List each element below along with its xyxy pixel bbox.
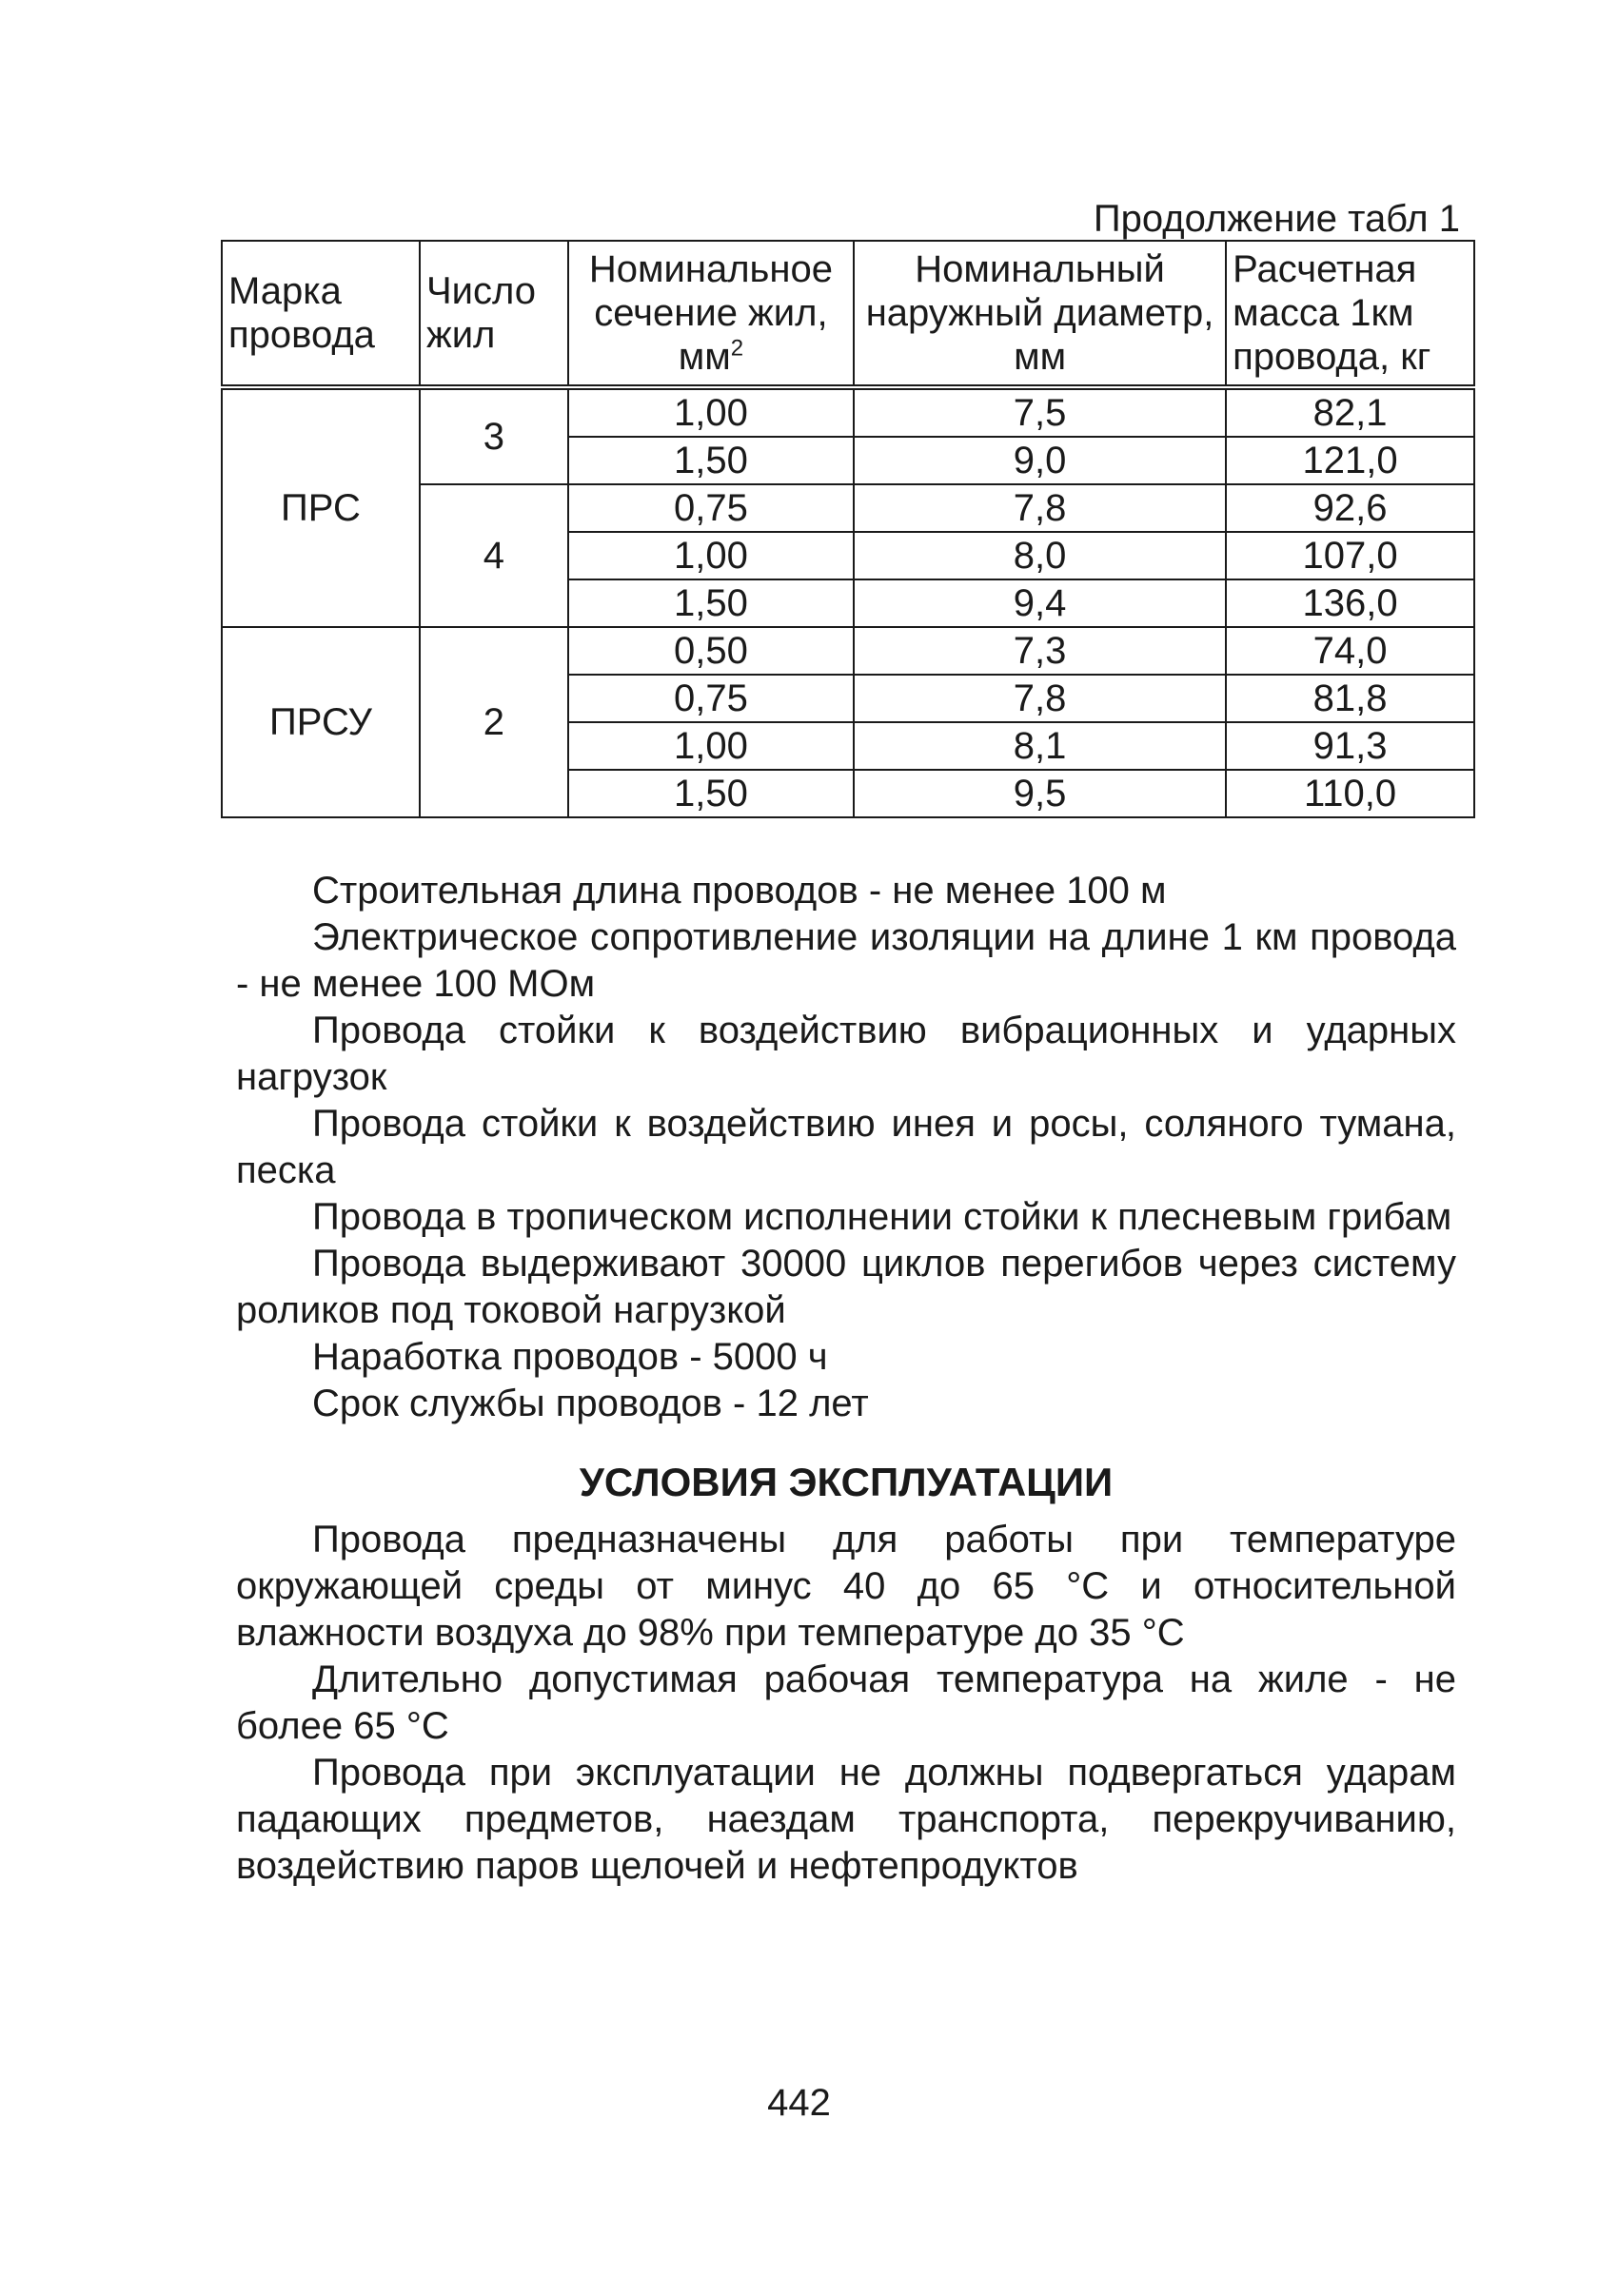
mass-cell: 92,6 [1226,484,1474,532]
brand-cell: ПРС [222,387,420,627]
header-section-superscript: 2 [730,335,744,362]
paragraph: Наработка проводов - 5000 ч [312,1336,828,1378]
paragraph: Провода стойки к воздействию инея и росы, соляного тумана, песка [236,1103,1456,1191]
header-section [568,241,854,387]
section-cell: 0,75 [568,675,854,722]
header-diameter: Номинальный наружный диаметр, мм [854,241,1226,387]
section-cell: 1,50 [568,437,854,484]
diameter-cell: 7,8 [854,675,1226,722]
diameter-cell: 8,1 [854,722,1226,770]
wire-spec-table [221,240,1475,818]
section-cell: 1,00 [568,722,854,770]
header-mass: Расчетная масса 1км провода, кг [1226,241,1474,387]
paragraph: Срок службы проводов - 12 лет [312,1383,869,1424]
table-header-row [222,241,1474,387]
paragraph: Провода выдерживают 30000 циклов перегибов через систему роликов под токовой нагрузкой [236,1243,1456,1331]
mass-cell: 74,0 [1226,627,1474,675]
paragraph: Длительно допустимая рабочая температура на жиле - не более 65 °С [236,1658,1456,1747]
section-cell: 0,75 [568,484,854,532]
cores-cell: 2 [420,627,568,817]
header-cores: Число жил [420,241,568,387]
diameter-cell: 7,8 [854,484,1226,532]
header-section-text: Номинальное сечение жил, мм [588,248,833,378]
table-row [222,387,1474,437]
mass-cell: 82,1 [1226,387,1474,437]
diameter-cell: 9,5 [854,770,1226,817]
diameter-cell: 7,3 [854,627,1226,675]
paragraph: Провода в тропическом исполнении стойки к плесневым грибам [312,1196,1452,1238]
page-number: 442 [767,2082,831,2124]
paragraph: Провода стойки к воздействию вибрационных и ударных нагрузок [236,1010,1456,1098]
diameter-cell: 7,5 [854,387,1226,437]
mass-cell: 136,0 [1226,579,1474,627]
cores-cell: 4 [420,484,568,627]
section-heading: УСЛОВИЯ ЭКСПЛУАТАЦИИ [579,1460,1114,1504]
table-row [222,627,1474,675]
mass-cell: 121,0 [1226,437,1474,484]
paragraph: Провода предназначены для работы при температуре окружающей среды от минус 40 до 65 °С и относительной влажности воздуха до 98% при температуре до 35 °С [236,1519,1456,1654]
header-brand: Марка провода [222,241,420,387]
body-text [236,868,1456,1890]
cores-cell: 3 [420,387,568,484]
section-cell: 1,50 [568,579,854,627]
brand-cell: ПРСУ [222,627,420,817]
section-cell: 1,00 [568,532,854,579]
diameter-cell: 9,0 [854,437,1226,484]
mass-cell: 110,0 [1226,770,1474,817]
section-cell: 1,00 [568,387,854,437]
section-cell: 0,50 [568,627,854,675]
mass-cell: 81,8 [1226,675,1474,722]
mass-cell: 107,0 [1226,532,1474,579]
table-continuation-label: Продолжение табл 1 [1093,198,1460,240]
diameter-cell: 8,0 [854,532,1226,579]
section-cell: 1,50 [568,770,854,817]
paragraph: Строительная длина проводов - не менее 100 м [312,870,1167,912]
paragraph: Провода при эксплуатации не должны подвергаться ударам падающих предметов, наездам транспорта, перекручиванию, воздействию паров щелочей и нефтепродуктов [236,1752,1456,1887]
paragraph: Электрическое сопротивление изоляции на длине 1 км провода - не менее 100 МОм [236,916,1456,1005]
diameter-cell: 9,4 [854,579,1226,627]
mass-cell: 91,3 [1226,722,1474,770]
